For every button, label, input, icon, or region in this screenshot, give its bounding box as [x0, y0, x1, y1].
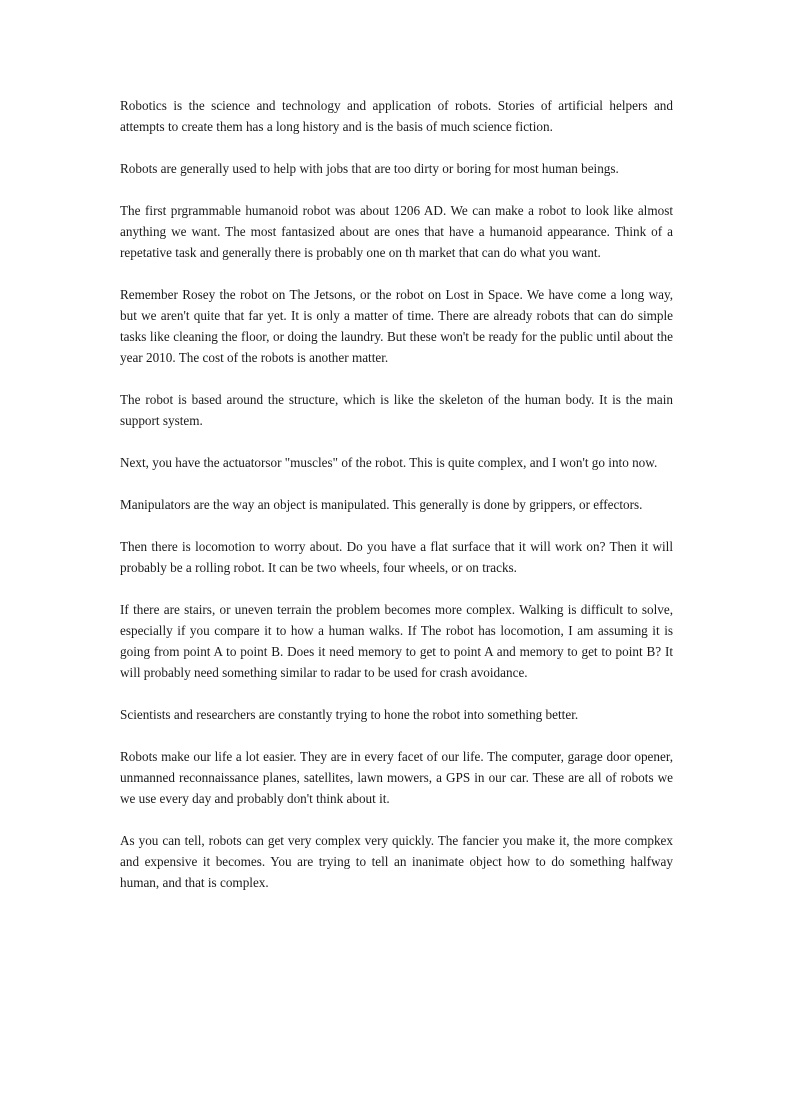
paragraph-11: Robots make our life a lot easier. They are in every facet of our life. The computer, garage door opener, unmanned reconnaissance planes, satellites, lawn mowers, a GPS in our car. These are all of robots we we use every day and probably don't think about it. [120, 749, 673, 806]
paragraph-1: Robotics is the science and technology and application of robots. Stories of artificial helpers and attempts to create them has a long history and is the basis of much science fiction. [120, 98, 673, 134]
paragraph-9: If there are stairs, or uneven terrain the problem becomes more complex. Walking is difficult to solve, especially if you compare it to how a human walks. If The robot has locomotion, I am assuming it is going from point A to point B. Does it need memory to get to point A and memory to get to point B? It will probably need something similar to radar to be used for crash avoidance. [120, 602, 673, 680]
paragraph-6: Next, you have the actuatorsor "muscles" of the robot. This is quite complex, and I won't go into now. [120, 455, 658, 470]
paragraph-12: As you can tell, robots can get very complex very quickly. The fancier you make it, the more compkex and expensive it becomes. You are trying to tell an inanimate object how to do something halfway human, and that is complex. [120, 833, 673, 890]
document-page [120, 95, 673, 914]
paragraph-4: Remember Rosey the robot on The Jetsons, or the robot on Lost in Space. We have come a long way, but we aren't quite that far yet. It is only a matter of time. There are already robots that can do simple tasks like cleaning the floor, or doing the laundry. But these won't be ready for the public until about the year 2010. The cost of the robots is another matter. [120, 287, 673, 365]
paragraph-2: Robots are generally used to help with jobs that are too dirty or boring for most human beings. [120, 161, 619, 176]
paragraph-10: Scientists and researchers are constantly trying to hone the robot into something better. [120, 707, 579, 722]
paragraph-8: Then there is locomotion to worry about. Do you have a flat surface that it will work on? Then it will probably be a rolling robot. It can be two wheels, four wheels, or on tracks. [120, 539, 673, 575]
paragraph-7: Manipulators are the way an object is manipulated. This generally is done by grippers, or effectors. [120, 497, 643, 512]
paragraph-5: The robot is based around the structure, which is like the skeleton of the human body. It is the main support system. [120, 392, 673, 428]
paragraph-3: The first prgrammable humanoid robot was about 1206 AD. We can make a robot to look like almost anything we want. The most fantasized about are ones that have a humanoid appearance. Think of a repetative task and generally there is probably one on th market that can do what you want. [120, 203, 673, 260]
